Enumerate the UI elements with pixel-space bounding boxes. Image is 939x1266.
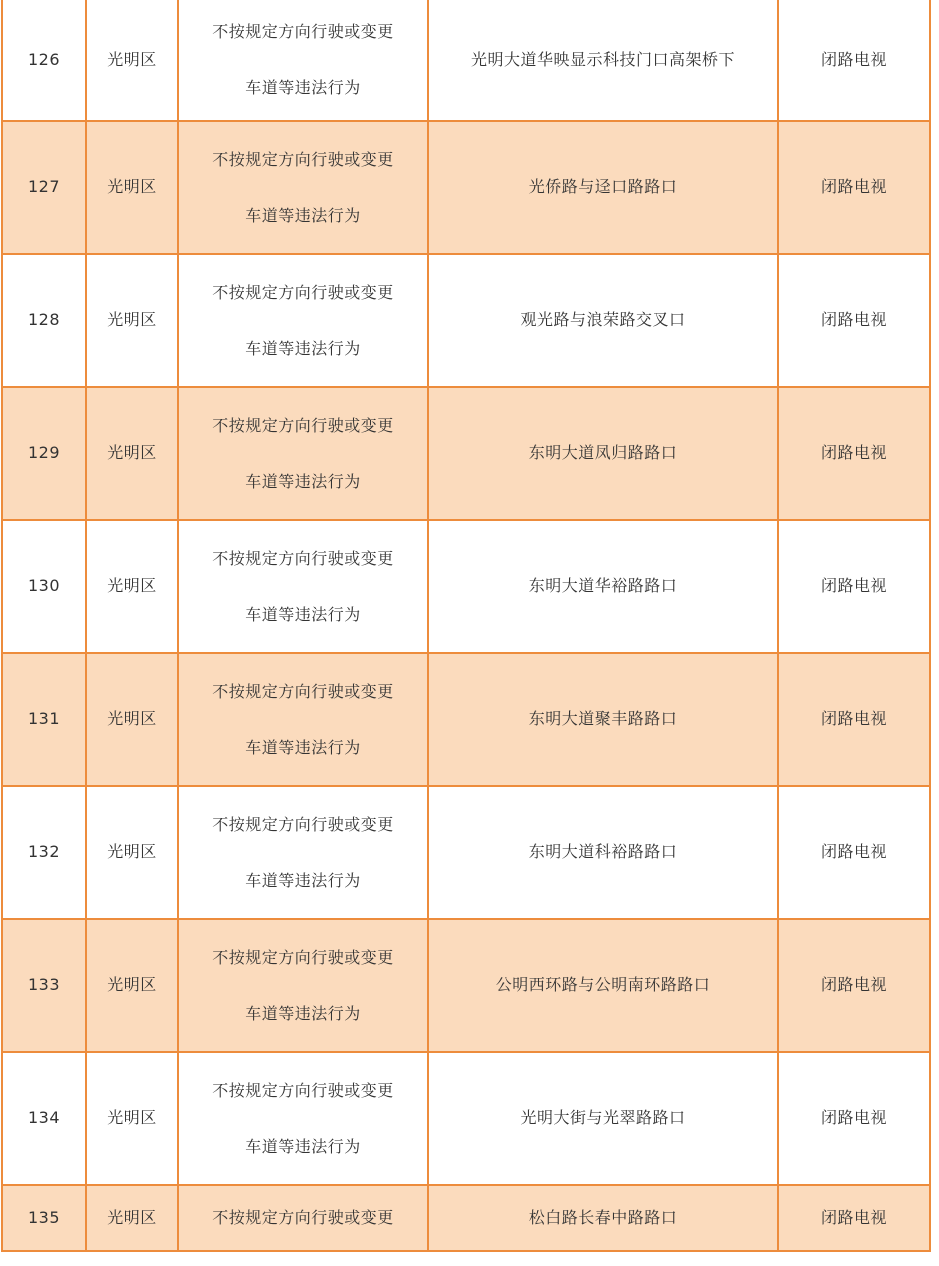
cell-monitor-method xyxy=(778,520,930,653)
district-text: 光明区 xyxy=(107,310,157,330)
monitor-method-text: 闭路电视 xyxy=(820,842,887,862)
violation-line-1: 不按规定方向行驶或变更 xyxy=(212,548,394,568)
cell-row-number xyxy=(2,1052,86,1185)
monitor-method-text: 闭路电视 xyxy=(820,1207,887,1227)
monitor-method-text: 闭路电视 xyxy=(820,709,887,729)
violation-line-1: 不按规定方向行驶或变更 xyxy=(212,415,394,435)
cell-monitor-method xyxy=(778,387,930,520)
cell-location xyxy=(428,0,778,121)
cell-row-number xyxy=(2,0,86,121)
violation-line-1: 不按规定方向行驶或变更 xyxy=(212,814,394,834)
cell-monitor-method xyxy=(778,919,930,1052)
district-text: 光明区 xyxy=(107,842,157,862)
table-row xyxy=(2,387,930,520)
cell-district xyxy=(86,786,178,919)
district-text: 光明区 xyxy=(107,177,157,197)
violation-line-1: 不按规定方向行驶或变更 xyxy=(212,947,394,967)
cell-district xyxy=(86,254,178,387)
table-row xyxy=(2,520,930,653)
cell-location xyxy=(428,121,778,254)
cell-row-number xyxy=(2,1185,86,1251)
cell-monitor-method xyxy=(778,1052,930,1185)
violation-line-1: 不按规定方向行驶或变更 xyxy=(212,1080,394,1100)
violation-line-1: 不按规定方向行驶或变更 xyxy=(212,1207,394,1227)
cell-district xyxy=(86,0,178,121)
cell-district xyxy=(86,919,178,1052)
table-row xyxy=(2,254,930,387)
cell-location xyxy=(428,653,778,786)
district-text: 光明区 xyxy=(107,576,157,596)
cell-violation-type xyxy=(178,786,428,919)
monitor-method-text: 闭路电视 xyxy=(820,49,887,69)
violations-table-body xyxy=(2,0,930,1251)
cell-monitor-method xyxy=(778,653,930,786)
row-number-text: 131 xyxy=(27,709,61,729)
cell-row-number xyxy=(2,387,86,520)
table-row xyxy=(2,121,930,254)
violation-line-2: 车道等违法行为 xyxy=(245,78,361,97)
cell-row-number xyxy=(2,254,86,387)
cell-district xyxy=(86,653,178,786)
violation-line-2: 车道等违法行为 xyxy=(245,737,361,757)
district-text: 光明区 xyxy=(107,709,157,729)
cell-violation-type xyxy=(178,387,428,520)
row-number-text: 130 xyxy=(27,576,61,596)
violations-table xyxy=(1,0,931,1252)
row-number-text: 126 xyxy=(27,49,61,69)
cell-violation-type xyxy=(178,0,428,121)
location-text: 东明大道凤归路路口 xyxy=(528,443,678,463)
location-text: 松白路长春中路路口 xyxy=(528,1207,678,1227)
row-number-text: 134 xyxy=(27,1108,61,1128)
district-text: 光明区 xyxy=(107,975,157,995)
violation-line-2: 车道等违法行为 xyxy=(245,604,361,624)
table-row xyxy=(2,0,930,121)
location-text: 东明大道华裕路路口 xyxy=(528,576,678,596)
cell-row-number xyxy=(2,121,86,254)
cell-violation-type xyxy=(178,1185,428,1251)
cell-location xyxy=(428,1052,778,1185)
cell-row-number xyxy=(2,786,86,919)
cell-district xyxy=(86,121,178,254)
row-number-text: 133 xyxy=(27,975,61,995)
cell-location xyxy=(428,254,778,387)
violation-line-2: 车道等违法行为 xyxy=(245,471,361,491)
cell-monitor-method xyxy=(778,786,930,919)
district-text: 光明区 xyxy=(107,443,157,463)
violation-line-2: 车道等违法行为 xyxy=(245,338,361,358)
cell-district xyxy=(86,520,178,653)
cell-location xyxy=(428,387,778,520)
row-number-text: 128 xyxy=(27,310,61,330)
cell-monitor-method xyxy=(778,121,930,254)
district-text: 光明区 xyxy=(107,49,157,69)
cell-district xyxy=(86,387,178,520)
table-row xyxy=(2,919,930,1052)
monitor-method-text: 闭路电视 xyxy=(820,443,887,463)
cell-location xyxy=(428,919,778,1052)
location-text: 公明西环路与公明南环路路口 xyxy=(495,975,711,995)
cell-location xyxy=(428,520,778,653)
monitor-method-text: 闭路电视 xyxy=(820,310,887,330)
location-text: 东明大道聚丰路路口 xyxy=(528,709,678,729)
row-number-text: 132 xyxy=(27,842,61,862)
cell-monitor-method xyxy=(778,254,930,387)
cell-district xyxy=(86,1052,178,1185)
location-text: 东明大道科裕路路口 xyxy=(528,842,678,862)
violation-line-1: 不按规定方向行驶或变更 xyxy=(212,282,394,302)
table-row xyxy=(2,1052,930,1185)
monitor-method-text: 闭路电视 xyxy=(820,1108,887,1128)
cell-violation-type xyxy=(178,919,428,1052)
violation-line-2: 车道等违法行为 xyxy=(245,870,361,890)
cell-row-number xyxy=(2,919,86,1052)
cell-location xyxy=(428,1185,778,1251)
location-text: 光明大街与光翠路路口 xyxy=(520,1108,686,1128)
table-row xyxy=(2,1185,930,1251)
violation-line-2: 车道等违法行为 xyxy=(245,205,361,225)
cell-violation-type xyxy=(178,121,428,254)
violation-line-1: 不按规定方向行驶或变更 xyxy=(212,22,394,41)
cell-violation-type xyxy=(178,653,428,786)
location-text: 观光路与浪荣路交叉口 xyxy=(520,310,686,330)
violation-line-1: 不按规定方向行驶或变更 xyxy=(212,149,394,169)
row-number-text: 127 xyxy=(27,177,61,197)
location-text: 光明大道华映显示科技门口高架桥下 xyxy=(470,49,735,69)
table-row xyxy=(2,786,930,919)
cell-district xyxy=(86,1185,178,1251)
row-number-text: 135 xyxy=(27,1207,61,1227)
row-number-text: 129 xyxy=(27,443,61,463)
cell-violation-type xyxy=(178,254,428,387)
table-row xyxy=(2,653,930,786)
cell-monitor-method xyxy=(778,1185,930,1251)
cell-monitor-method xyxy=(778,0,930,121)
violation-line-2: 车道等违法行为 xyxy=(245,1136,361,1156)
monitor-method-text: 闭路电视 xyxy=(820,975,887,995)
cell-violation-type xyxy=(178,520,428,653)
district-text: 光明区 xyxy=(107,1207,157,1227)
violation-line-2: 车道等违法行为 xyxy=(245,1003,361,1023)
monitor-method-text: 闭路电视 xyxy=(820,576,887,596)
cell-violation-type xyxy=(178,1052,428,1185)
district-text: 光明区 xyxy=(107,1108,157,1128)
cell-row-number xyxy=(2,653,86,786)
cell-location xyxy=(428,786,778,919)
location-text: 光侨路与迳口路路口 xyxy=(528,177,678,197)
cell-row-number xyxy=(2,520,86,653)
monitor-method-text: 闭路电视 xyxy=(820,177,887,197)
violation-line-1: 不按规定方向行驶或变更 xyxy=(212,681,394,701)
